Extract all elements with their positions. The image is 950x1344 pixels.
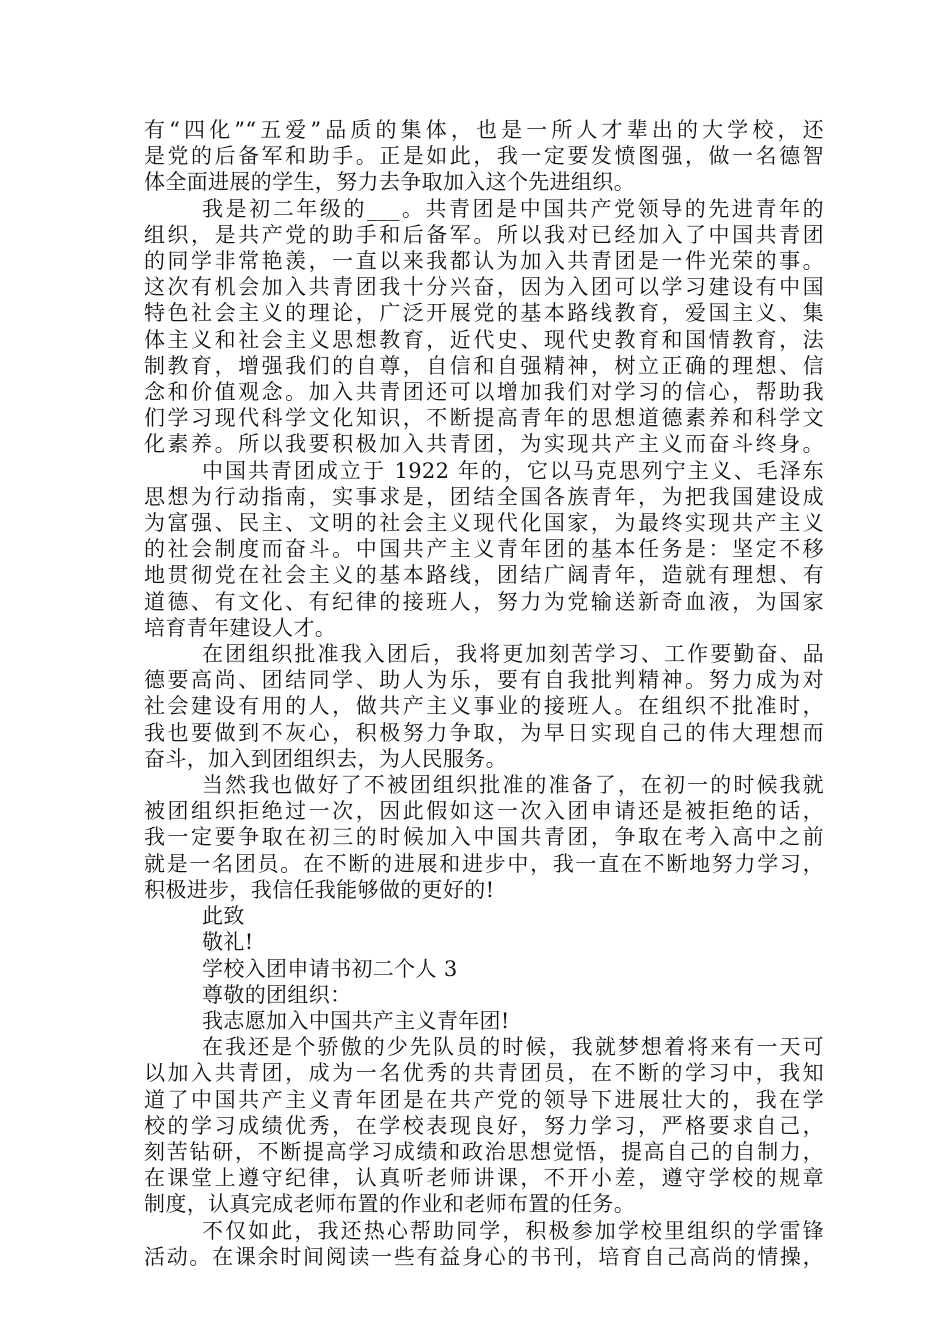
text-line: 此致 [202, 904, 245, 929]
text-line: 道德、有文化、有纪律的接班人，努力为党输送新奇血液，为国家 [144, 589, 824, 614]
text-line: 制度，认真完成老师布置的作业和老师布置的任务。 [144, 1192, 636, 1217]
text-line: 的同学非常艳羡，一直以来我都认为加入共青团是一件光荣的事。 [144, 249, 824, 274]
text-line: 不仅如此，我还热心帮助同学，积极参加学校里组织的学雷锋 [202, 1218, 824, 1243]
text-line: 是党的后备军和助手。正是如此，我一定要发愤图强，做一名德智 [144, 144, 824, 169]
text-line: 当然我也做好了不被团组织批准的准备了，在初一的时候我就 [202, 773, 824, 798]
text-line: 思想为行动指南，实事求是，团结全国各族青年，为把我国建设成 [144, 484, 824, 509]
text-line: 尊敬的团组织： [202, 982, 352, 1007]
text-line: 以加入共青团，成为一名优秀的共青团员，在不断的学习中，我知 [144, 1061, 824, 1086]
text-line: 积极进步，我信任我能够做的更好的! [144, 877, 495, 902]
text-line: 体全面进展的学生，努力去争取加入这个先进组织。 [144, 170, 636, 195]
text-line: 的社会制度而奋斗。中国共产主义青年团的基本任务是：坚定不移 [144, 537, 824, 562]
text-line: 道了中国共产主义青年团是在共产党的领导下进展壮大的，我在学 [144, 1087, 824, 1112]
text-line: 我一定要争取在初三的时候加入中国共青团，争取在考入高中之前 [144, 825, 824, 850]
text-line: 奋斗，加入到团组织去，为人民服务。 [144, 746, 507, 771]
text-line: 在团组织批准我入团后，我将更加刻苦学习、工作要勤奋、品 [202, 642, 824, 667]
text-line: 德要高尚、团结同学、助人为乐，要有自我批判精神。努力成为对 [144, 668, 824, 693]
text-line: 地贯彻党在社会主义的基本路线，团结广阔青年，造就有理想、有 [144, 563, 824, 588]
text-line: 有“四化”“五爱”品质的集体，也是一所人才辈出的大学校，还 [144, 118, 824, 142]
text-line: 念和价值观念。加入共青团还可以增加我们对学习的信心，帮助我 [144, 380, 824, 405]
text-line: 培育青年建设人才。 [144, 615, 337, 640]
text-line: 就是一名团员。在不断的进展和进步中，我一直在不断地努力学习， [144, 851, 824, 876]
text-line: 们学习现代科学文化知识，不断提高青年的思想道德素养和科学文 [144, 406, 824, 431]
text-line: 特色社会主义的理论，广泛开展党的基本路线教育，爱国主义、集 [144, 301, 824, 326]
text-line: 这次有机会加入共青团我十分兴奋，因为入团可以学习建设有中国 [144, 275, 824, 300]
text-line: 刻苦钻研，不断提高学习成绩和政治思想觉悟，提高自己的自制力， [144, 1139, 824, 1164]
text-line: 组织，是共产党的助手和后备军。所以我对已经加入了中国共青团 [144, 222, 824, 247]
text-line: 体主义和社会主义思想教育，近代史、现代史教育和国情教育，法 [144, 327, 824, 352]
text-line: 校的学习成绩优秀，在学校表现良好，努力学习，严格要求自己， [144, 1113, 824, 1138]
text-line: 被团组织拒绝过一次，因此假如这一次入团申请还是被拒绝的话， [144, 799, 824, 824]
text-line: 我志愿加入中国共产主义青年团! [202, 1008, 510, 1033]
text-line: 学校入团申请书初二个人 3 [202, 956, 458, 981]
text-line: 中国共青团成立于 1922 年的，它以马克思列宁主义、毛泽东 [202, 458, 824, 483]
text-line: 我也要做到不灰心，积极努力争取，为早日实现自己的伟大理想而 [144, 720, 824, 745]
text-line: 社会建设有用的人，做共产主义事业的接班人。在组织不批准时， [144, 694, 824, 719]
text-line: 制教育，增强我们的自尊，自信和自强精神，树立正确的理想、信 [144, 353, 824, 378]
text-line: 我是初二年级的___。共青团是中国共产党领导的先进青年的 [202, 196, 824, 221]
text-line: 敬礼! [202, 930, 254, 955]
document-body [144, 117, 824, 1270]
text-line: 为富强、民主、文明的社会主义现代化国家，为最终实现共产主义 [144, 511, 824, 536]
text-line: 在我还是个骄傲的少先队员的时候，我就梦想着将来有一天可 [202, 1035, 824, 1060]
text-line: 化素养。所以我要积极加入共青团，为实现共产主义而奋斗终身。 [144, 432, 824, 457]
text-line: 活动。在课余时间阅读一些有益身心的书刊，培育自己高尚的情操， [144, 1244, 824, 1269]
text-line: 在课堂上遵守纪律，认真听老师讲课，不开小差，遵守学校的规章 [144, 1166, 824, 1191]
